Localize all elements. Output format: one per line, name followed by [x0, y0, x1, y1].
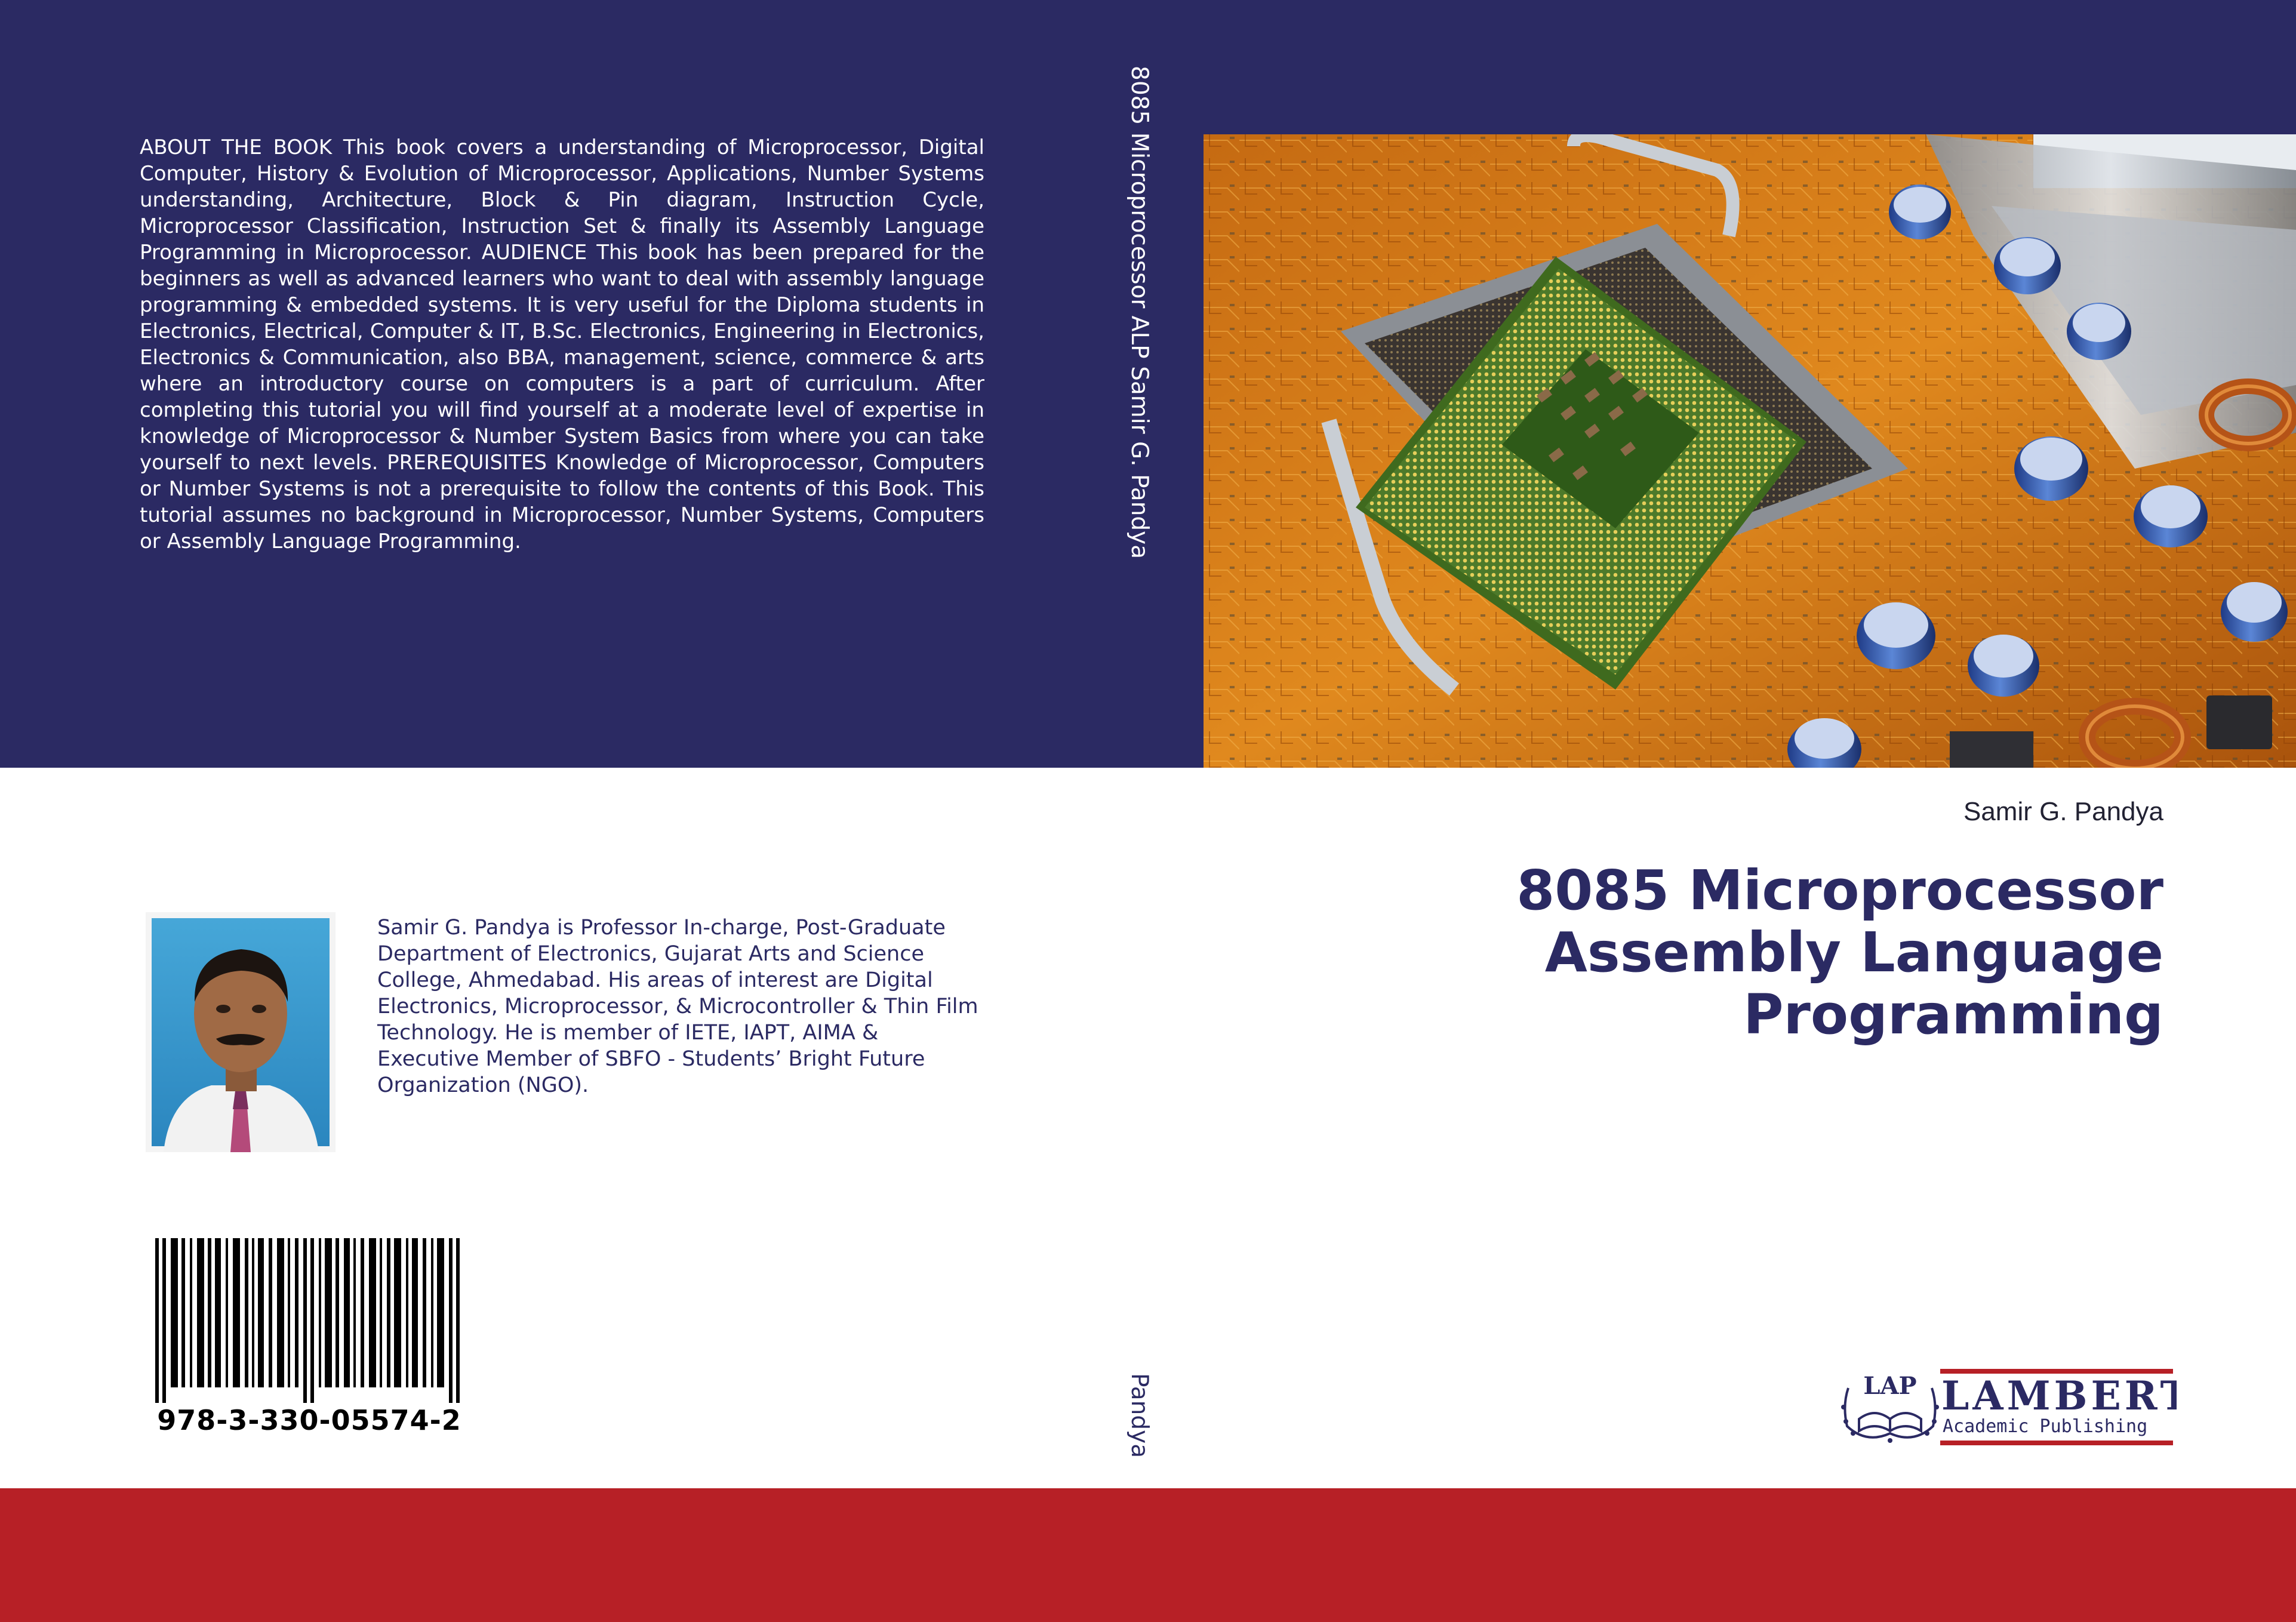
publisher-mark: LAP [1863, 1372, 1917, 1400]
author-portrait [146, 912, 336, 1152]
publisher-logo [1830, 1364, 2177, 1449]
isbn-number: 978-3-330-05574-2 [157, 1404, 461, 1436]
spine-title-author: 8085 Microprocessor ALP Samir G. Pandya [1126, 66, 1153, 559]
publisher-name: LAMBERT [1941, 1372, 2177, 1419]
book-title [1268, 860, 2163, 1046]
bottom-red-band [0, 1488, 2296, 1622]
book-title-line: Assembly Language [1544, 921, 2163, 984]
spine-bottom [1114, 1373, 1162, 1492]
author-bio: Samir G. Pandya is Professor In-charge, Post-Graduate Department of Electronics, Gujarat Arts and Science College, Ahmedabad. His areas of interest are Digital Electronics, Microprocessor, & Microcontroller & Thin Film Technology. He is member of IETE, IAPT, AIMA & Executive Member of SBFO - Students’ Bright Future Organization (NGO). [377, 916, 978, 1097]
spine-author-surname: Pandya [1126, 1373, 1153, 1458]
spine-top [1114, 66, 1162, 663]
publisher-tagline: Academic Publishing [1943, 1416, 2148, 1437]
book-title-line: Programming [1743, 983, 2163, 1047]
book-title-line: 8085 Microprocessor [1516, 858, 2163, 922]
front-cover-author: Samir G. Pandya [1963, 797, 2163, 826]
back-cover-description: ABOUT THE BOOK This book covers a understanding of Microprocessor, Digital Computer, History & Evolution of Microprocessor, Applications, Number Systems understanding, Architecture, Block & Pin diagram, Instruction Cycle, Microprocessor Classification, Instruction Set & finally its Assembly Language Programming in Microprocessor. AUDIENCE This book has been prepared for the beginners as well as advanced learners who want to deal with assembly language programming & embedded systems. It is very useful for the Diploma students in Electronics, Electrical, Computer & IT, B.Sc. Electronics, Engineering in Electronics, Electronics & Communication, also BBA, management, science, commerce & arts where an introductory course on computers is a part of curriculum. After completing this tutorial you will find yourself at a moderate level of expertise in knowledge of Microprocessor & Number System Basics from where you can take yourself to next levels. PREREQUISITES Knowledge of Microprocessor, Computers or Number Systems is not a prerequisite to follow the contents of this Book. This tutorial assumes no background in Microprocessor, Number Systems, Computers or Assembly Language Programming. [140, 136, 984, 553]
cover-photo-cpu-motherboard [1204, 134, 2296, 768]
isbn-barcode [155, 1238, 463, 1403]
